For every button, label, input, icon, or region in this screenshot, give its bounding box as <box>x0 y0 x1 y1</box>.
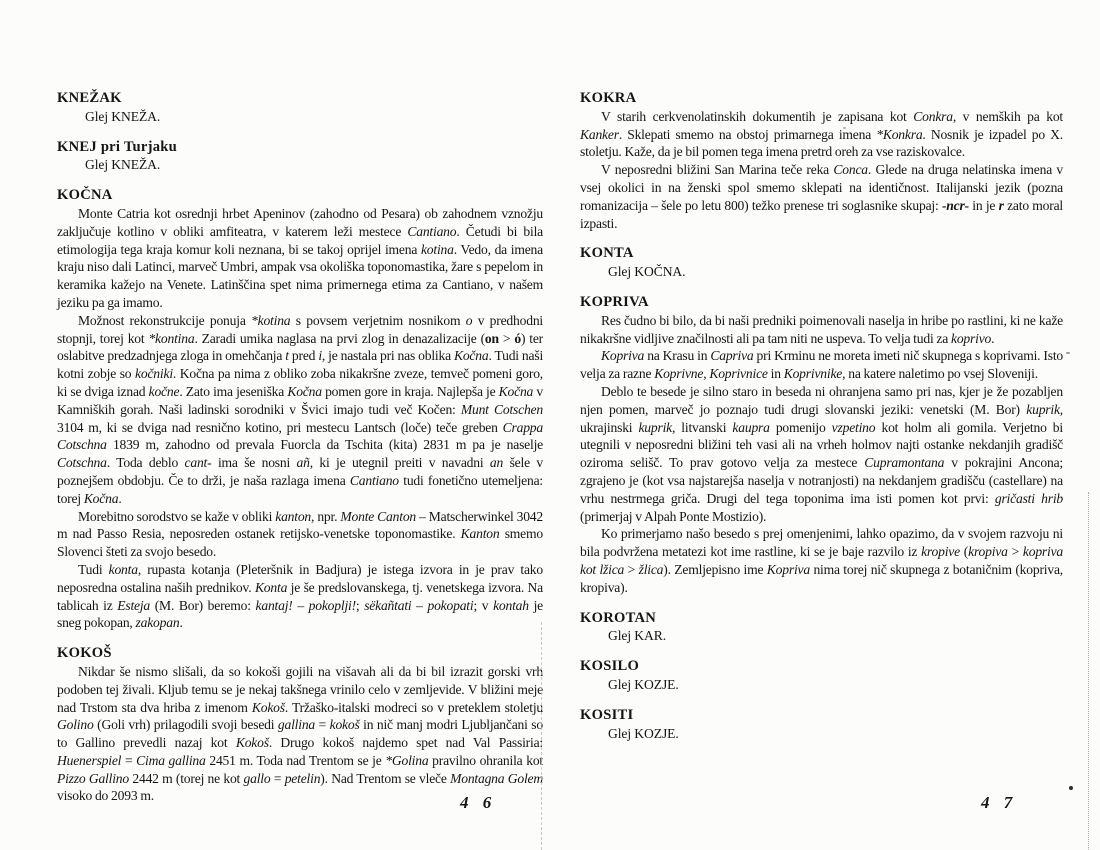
entry-paragraph: V starih cerkvenolatinskih dokumentih je zapisana kot Conkra, v nemških pa kot Kanker. Sklepati smemo na obstoj primarnega imena *Konkra. Nosnik je izpadel po X. stoletju. Kaže, da je bil pomen tega imena pretrd oreh za vse raziskovalce. <box>580 108 1063 160</box>
dictionary-entry <box>57 139 543 175</box>
entry-paragraph: Morebitno sorodstvo se kaže v obliki kanton, npr. Monte Canton – Matscherwinkel 3042 m nad Passo Resia, neposreden ostanek retijsko-venetske toponomastike. Kanton smemo Slovenci šteti za svojo besedo. <box>57 508 543 560</box>
page-number-left: 4 6 <box>460 793 497 812</box>
entry-paragraph: Deblo te besede je silno staro in beseda ni ohranjena samo pri nas, kjer je že pozabljen njen pomen, marveč jo poznajo tudi drugi slovanski jeziki: venetski (M. Bor) kuprik, ukrajinski kuprik, litvanski kaupra pomenijo vzpetino kot holm ali gomila. Verjetno bi utegnili v neposredni bližini teh vasi ali na vrheh holmov najti ostanke nekdanjih gradišč oziroma selišč. To prav gotovo velja za mestece Cupramontana v pokrajini Ancona; zgrajeno je (kot vsa najstarejša naselja v notranjosti) na nekdanjem gradišču (castellare) na vrhu nestrmega griča. Drugi del tega toponima ima isti pomen kot prvi: gričasti hrib (primerjaj v Alpah Ponte Mostizio). <box>580 383 1064 524</box>
dictionary-entry <box>580 658 1063 694</box>
entry-paragraph: Monte Catria kot osrednji hrbet Apeninov (zahodno od Pesara) ob zahodnem vznožju zaključuje kotlino v obliki amfiteatra, v katerem leži mestece Cantiano. Četudi bi bila etimologija tega kraja komur koli neznana, bi se takoj oprijel imena kotina. Vedo, da imena kraju niso dali Latinci, marveč Umbri, ampak vsa okoliška toponomastika, žare s pepelom in keramika kažejo na Venete. Latinščina spet nima primernega etima za Cantiano, v našem jeziku pa ga imamo. <box>57 205 544 310</box>
entry-headword: KOSILO <box>580 658 640 675</box>
cross-reference: Glej KNEŽA. <box>85 108 161 124</box>
entry-headword: KOKRA <box>580 90 637 106</box>
entry-paragraph: Nikdar še nismo slišali, da so kokoši gojili na višavah ali da bi bil izrazit gorski vrh podoben tej živali. Kljub temu se je nekaj takšnega vrinilo celo v zemljevide. V bližini meje nad Trstom sta dva hriba z imenom Kokoš. Tržaško-italski modreci so v preteklem stoletju Golino (Goli vrh) prilagodili svoji besedi gallina = kokoš in nič manj modri Ljubljančani so to Gallino prevedli nazaj kot Kokoš. Drugo kokoš najdemo spet nad Val Passiria: Huenerspiel = Cima gallina 2451 m. Toda nad Trentom se je *Golina pravilno ohranila kot Pizzo Gallino 2442 m (torej ne kot gallo = petelin). Nad Trentom se vleče Montagna Golem visoko do 2093 m. <box>57 663 544 804</box>
entry-paragraph: Ko primerjamo našo besedo s prej omenjenimi, lahko opazimo, da v svojem razvoju ni bila podvržena metatezi kot ime rastline, ki se je baje razvilo iz kropive (kropiva > kopriva kot lžica > žlica). Zemljepisno ime Kopriva nima torej nič skupnega z botaničnim (kopriva, kropiva). <box>580 526 1064 595</box>
entry-paragraph: V neposredni bližini San Marina teče reka Conca. Glede na druga nelatinska imena v vsej okolici in na ženski spol smemo sklepati na identičnost. Italijanski jezik (pozna romanizacija – šele po letu 800) težko prenese tri soglasnike skupaj: -ncr- in je r zato moral izpasti. <box>580 162 1064 231</box>
ink-speck <box>1066 352 1070 354</box>
cross-reference: Glej KNEŽA. <box>85 157 161 173</box>
entry-paragraph: Tudi konta, rupasta kotanja (Pleteršnik in Badjura) je istega izvora in je prav tako neposredna ostalina naših prednikov. Konta je še predslovanskega, tj. venetskega izvora. Na tablicah iz Esteja (M. Bor) beremo: kantaj! – pokoplji!; sëkañtati – pokopati; v kontah je sneg pokopan, zakopan. <box>57 561 544 631</box>
dictionary-entry <box>57 187 543 632</box>
entry-paragraph: Res čudno bi bilo, da bi naši predniki poimenovali naselja in hribe po rastlini, ki ne kaže nikakršne vidljive značilnosti ali pa tam niti ne uspeva. To velja tudi za koprivo. <box>580 312 1063 346</box>
entry-headword: KONTA <box>580 245 634 262</box>
entry-paragraph: Možnost rekonstrukcije ponuja *kotina s povsem verjetnim nosnikom o v predhodni stopnji, torej kot *kontina. Zaradi umika naglasa na prvi zlog in denazalizacije (on > ó) ter oslabitve predzadnjega zloga in omehčanja t pred i, je nastala pri nas oblika Kočna. Tudi naši kotni zobje so kočniki. Kočna pa nima z obliko zoba nikakršne zveze, temveč pomeni goro, ki se dviga iznad kočne. Zato ima jeseniška Kočna pomen gore in kraja. Najlepša je Kočna v Kamniških gorah. Naši ladinski sorodniki v Švici imajo tudi več Kočen: Munt Cotschen 3104 m, ki se dviga nad resnično kotino, pri mestecu Lantsch (loče) teče greben Crappa Cotschna 1839 m, zahodno od prevala Fuorcla da Tschita (kita) 2831 m pa je naselje Cotschna. Toda deblo cant- ima še nosni añ, ki je utegnil preiti v navadni an šele v poznejšem obdobju. Če to drži, je naša razlaga imena Cantiano tudi fonetično utemeljena: torej Kočna. <box>57 312 544 506</box>
page-number-right: 4 7 <box>981 793 1018 812</box>
dictionary-entry <box>580 294 1063 597</box>
dictionary-entry <box>580 245 1063 281</box>
entry-headword: KOSITI <box>580 706 634 723</box>
dictionary-entry <box>580 610 1063 646</box>
entry-headword: KNEŽAK <box>57 90 122 106</box>
dictionary-entry <box>580 707 1063 743</box>
page-left-column <box>57 90 543 805</box>
dictionary-entry <box>580 90 1063 232</box>
entry-headword: KOPRIVA <box>580 293 649 310</box>
entry-headword: KOČNA <box>57 187 113 204</box>
entry-headword: KOROTAN <box>580 609 657 626</box>
cross-reference: Glej KAR. <box>608 628 667 644</box>
page-right-column <box>580 90 1063 742</box>
entry-headword: KOKOŠ <box>57 645 112 662</box>
ink-speck <box>1069 786 1073 790</box>
dictionary-entry <box>57 90 543 126</box>
cross-reference: Glej KOZJE. <box>608 676 679 692</box>
dictionary-entry <box>57 645 543 805</box>
binding-shadow-line <box>541 622 542 850</box>
cross-reference: Glej KOČNA. <box>608 264 686 280</box>
cross-reference: Glej KOZJE. <box>608 725 679 741</box>
entry-paragraph: Kopriva na Krasu in Capriva pri Krminu ne moreta imeti nič skupnega s koprivami. Isto velja za razne Koprivne, Koprivnice in Koprivnike, na katere naletimo po vsej Sloveniji. <box>580 348 1064 382</box>
page-edge-line <box>1088 492 1089 850</box>
ink-speck <box>843 127 846 129</box>
entry-headword: KNEJ pri Turjaku <box>57 138 177 155</box>
